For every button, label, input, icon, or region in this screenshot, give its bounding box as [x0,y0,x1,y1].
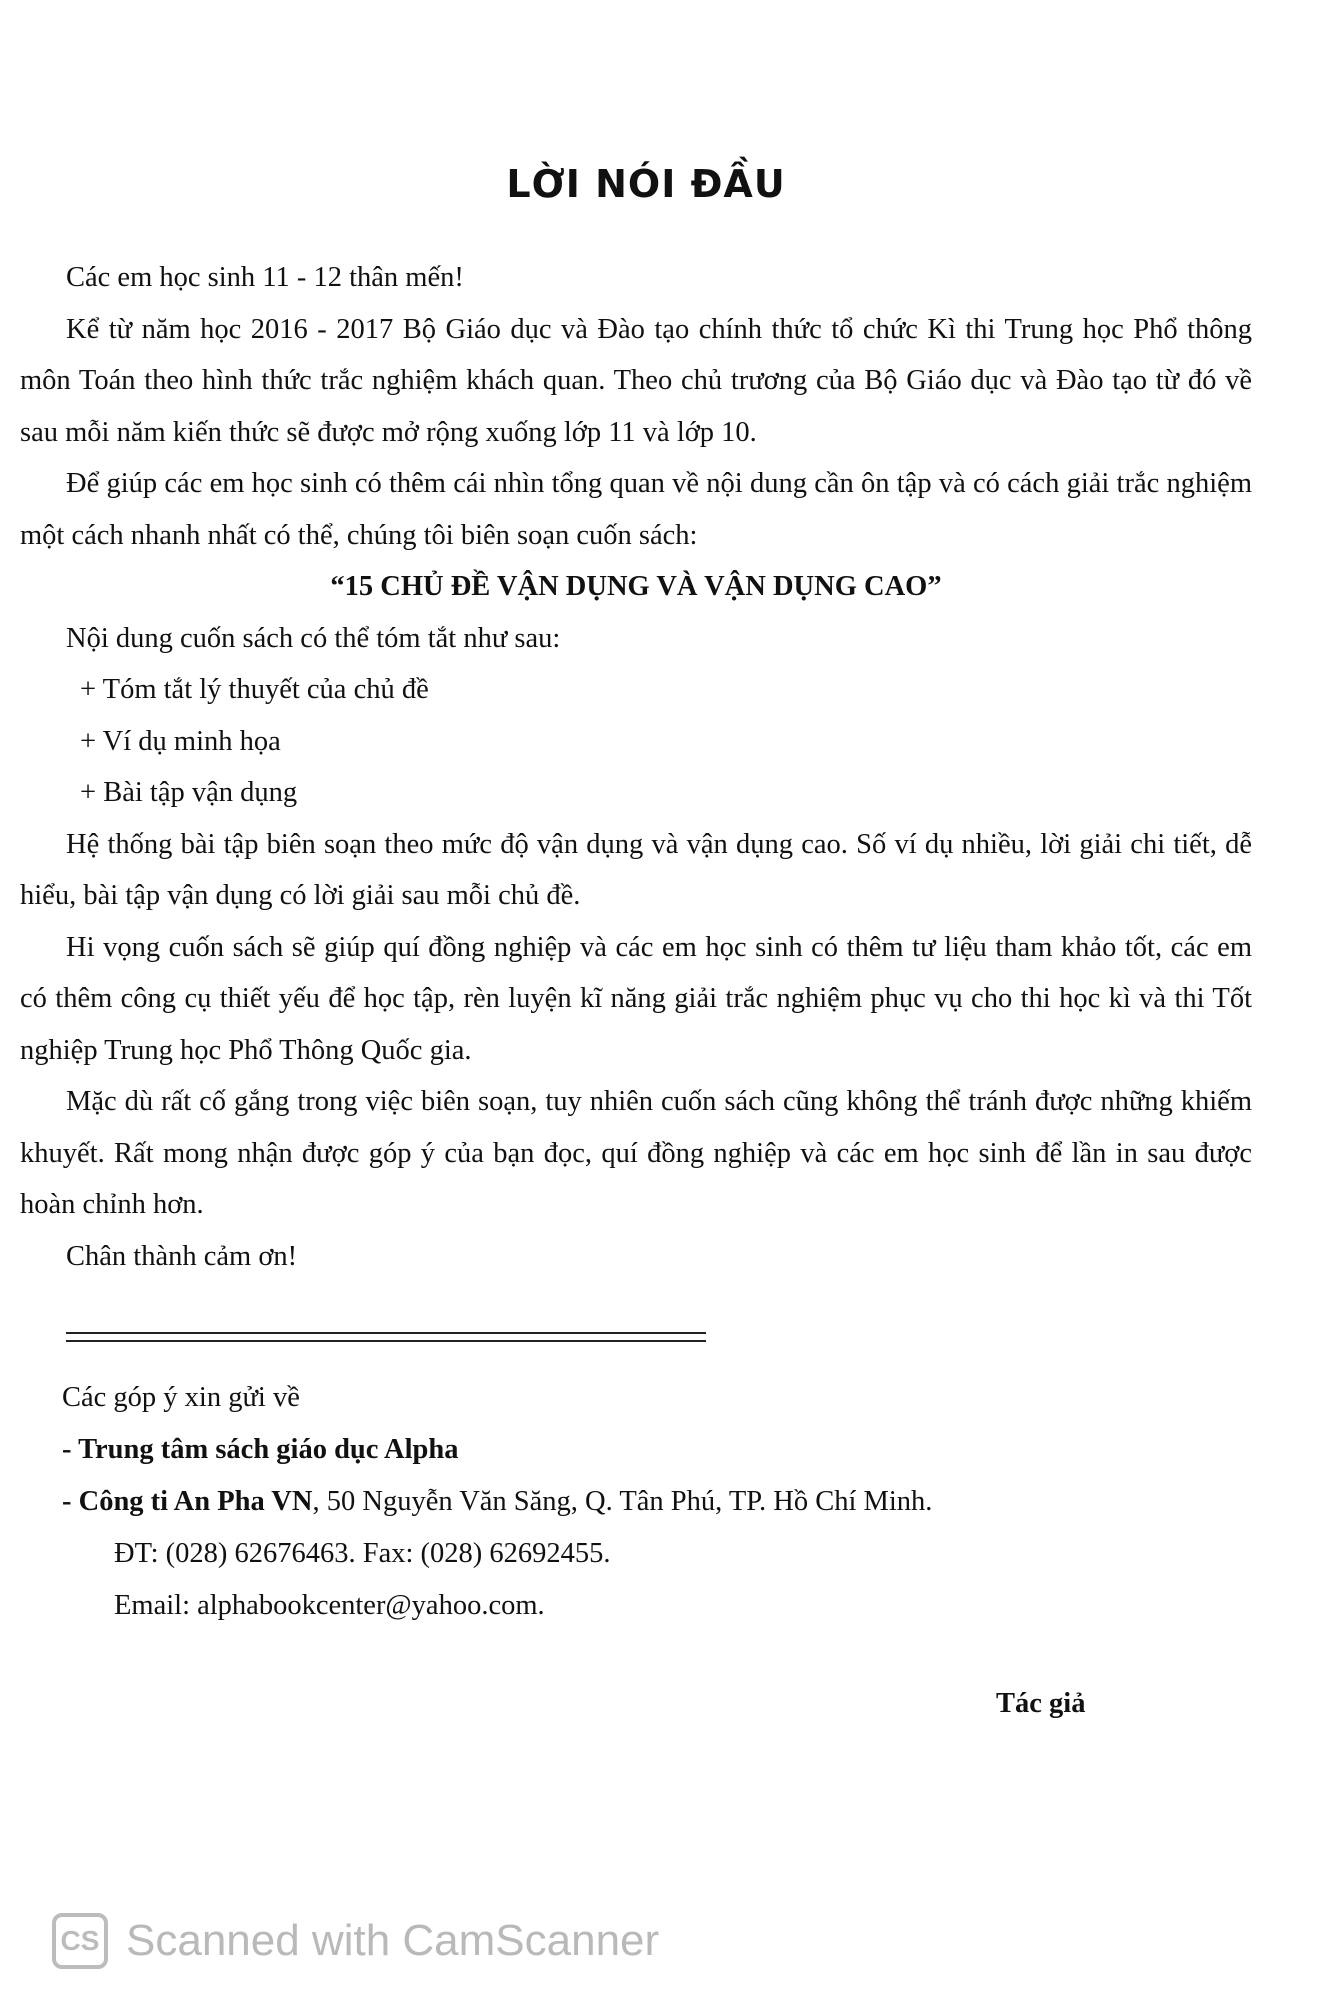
closing-line: Chân thành cảm ơn! [66,1240,298,1272]
watermark-text: Scanned with CamScanner [126,1916,660,1965]
camscanner-watermark [52,1910,659,1972]
contact-org-alpha: - Trung tâm sách giáo dục Alpha [62,1434,459,1465]
paragraph-2: Để giúp các em học sinh có thêm cái nhìn tổng quan về nội dung cần ôn tập và có cách giải trắc nghiệm một cách nhanh nhất có thể, chúng tôi biên soạn cuốn sách: [20,468,1252,551]
paragraph-5: Mặc dù rất cố gắng trong việc biên soạn, tuy nhiên cuốn sách cũng không thể tránh được những khiếm khuyết. Rất mong nhận được góp ý của bạn đọc, quí đồng nghiệp và các em học sinh để lần in sau được hoàn chỉnh hơn. [20,1086,1252,1220]
contact-email: Email: alphabookcenter@yahoo.com. [114,1590,545,1621]
paragraph-4: Hi vọng cuốn sách sẽ giúp quí đồng nghiệp và các em học sinh có thêm tư liệu tham khảo tốt, các em có thêm công cụ thiết yếu để học tập, rèn luyện kĩ năng giải trắc nghiệm phục vụ cho thi học kì và thi Tốt nghiệp Trung học Phổ Thông Quốc gia. [20,931,1252,1066]
contact-block [62,1372,932,1632]
preface-body [20,252,1252,1282]
summary-item-exercises: + Bài tập vận dụng [80,777,298,808]
page-title: LỜI NÓI ĐẦU [506,162,786,206]
contact-org-anpha-address: , 50 Nguyễn Văn Săng, Q. Tân Phú, TP. Hồ Chí Minh. [312,1486,933,1517]
paragraph-1: Kể từ năm học 2016 - 2017 Bộ Giáo dục và Đào tạo chính thức tổ chức Kì thi Trung học Phổ thông môn Toán theo hình thức trắc nghiệm khách quan. Theo chủ trương của Bộ Giáo dục và Đào tạo từ đó về sau mỗi năm kiến thức sẽ được mở rộng xuống lớp 11 và lớp 10. [20,313,1252,448]
contact-org-anpha-name: - Công ti An Pha VN [62,1486,313,1517]
summary-intro: Nội dung cuốn sách có thể tóm tắt như sau: [66,622,561,654]
greeting: Các em học sinh 11 - 12 thân mến! [66,262,464,293]
summary-item-examples: + Ví dụ minh họa [80,725,281,757]
summary-item-theory: + Tóm tắt lý thuyết của chủ đề [80,674,429,705]
contact-org-anpha [62,1476,932,1528]
camscanner-logo-icon: CS [52,1913,108,1969]
double-rule-divider [66,1332,706,1342]
book-title: “15 CHỦ ĐỀ VẬN DỤNG VÀ VẬN DỤNG CAO” [330,571,942,602]
paragraph-3: Hệ thống bài tập biên soạn theo mức độ vận dụng và vận dụng cao. Số ví dụ nhiều, lời giải chi tiết, dễ hiểu, bài tập vận dụng có lời giải sau mỗi chủ đề. [20,828,1252,911]
contact-phone-fax: ĐT: (028) 62676463. Fax: (028) 62692455. [114,1538,611,1569]
author-signature: Tác giả [996,1688,1086,1719]
contact-intro: Các góp ý xin gửi về [62,1382,300,1413]
